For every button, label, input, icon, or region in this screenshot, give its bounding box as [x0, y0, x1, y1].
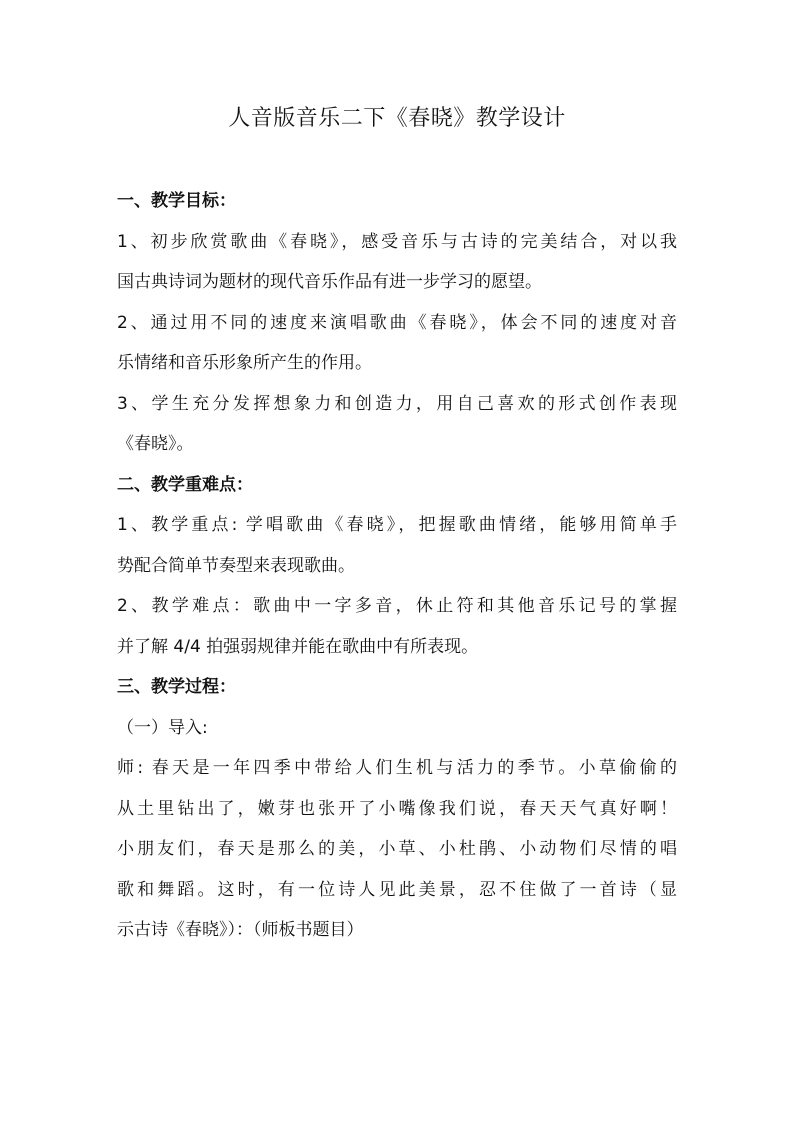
- document-title: 人音版音乐二下《春晓》教学设计: [228, 106, 566, 131]
- paragraph-line: 歌和舞蹈。这时，有一位诗人见此美景，忍不住做了一首诗（显: [117, 879, 677, 900]
- subheading-intro: （一）导入:: [117, 717, 208, 738]
- section-heading-goals: 一、教学目标：: [117, 191, 236, 211]
- paragraph-line: 1、初步欣赏歌曲《春晓》，感受音乐与古诗的完美结合，对以我: [117, 231, 677, 252]
- paragraph-line: 从土里钻出了，嫩芽也张开了小嘴像我们说，春天天气真好啊！: [117, 798, 677, 819]
- paragraph-line: 2、教学难点：歌曲中一字多音，休止符和其他音乐记号的掌握: [117, 596, 677, 616]
- paragraph-line: 乐情绪和音乐形象所产生的作用。: [117, 353, 372, 373]
- paragraph-line: 1、教学重点: 学唱歌曲《春晓》，把握歌曲情绪，能够用简单手: [117, 515, 677, 535]
- paragraph-line: 小朋友们，春天是那么的美，小草、小杜鹃、小动物们尽情的唱: [117, 839, 677, 859]
- paragraph-line: 示古诗《春晓》）：（师板书题目）: [117, 920, 364, 940]
- document-body: [117, 186, 677, 956]
- section-heading-key-points: 二、教学重难点：: [117, 474, 253, 495]
- paragraph-line: 《春晓》。: [117, 434, 194, 454]
- paragraph-line: 师: 春天是一年四季中带给人们生机与活力的季节。小草偷偷的: [117, 758, 677, 778]
- paragraph-line: 2、通过用不同的速度来演唱歌曲《春晓》，体会不同的速度对音: [117, 312, 677, 333]
- paragraph-line: 3、学生充分发挥想象力和创造力，用自己喜欢的形式创作表现: [117, 393, 677, 414]
- paragraph-line: 势配合简单节奏型来表现歌曲。: [117, 555, 355, 576]
- paragraph-line: 并了解 4/4 拍强弱规律并能在歌曲中有所表现。: [117, 636, 479, 657]
- paragraph-line: 国古典诗词为题材的现代音乐作品有进一步学习的愿望。: [117, 272, 542, 292]
- section-heading-process: 三、教学过程：: [117, 677, 236, 697]
